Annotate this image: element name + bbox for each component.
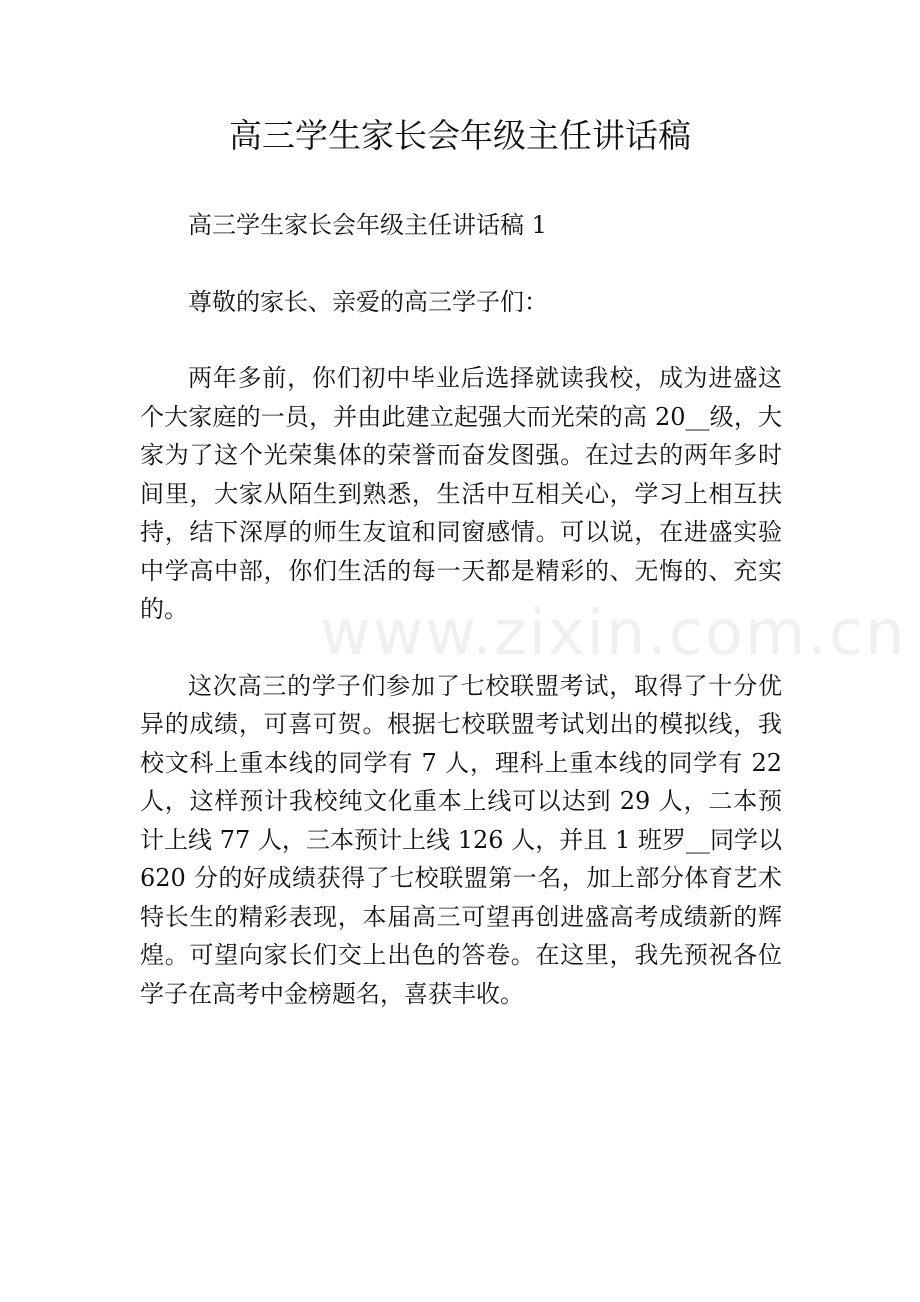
paragraph-2: 这次高三的学子们参加了七校联盟考试，取得了十分优异的成绩，可喜可贺。根据七校联盟考试划出的模拟线，我校文科上重本线的同学有 7 人，理科上重本线的同学有 22 人，这样预计我校纯文化重本上线可以达到 29 人，二本预计上线 77 人，三本预计上线 126 人，并且 1 班罗__同学以 620 分的好成绩获得了七校联盟第一名，加上部分体育艺术特长生的精彩表现，本届高三可望再创进盛高考成绩新的辉煌。可望向家长们交上出色的答卷。在这里，我先预祝各位学子在高考中金榜题名，喜获丰收。 xyxy=(140,671,782,1008)
document-body xyxy=(140,206,782,1013)
salutation: 尊敬的家长、亲爱的高三学子们： xyxy=(188,287,548,316)
section-heading: 高三学生家长会年级主任讲话稿 1 xyxy=(188,211,547,239)
document-title: 高三学生家长会年级主任讲话稿 xyxy=(229,116,691,155)
paragraph-1: 两年多前，你们初中毕业后选择就读我校，成为进盛这个大家庭的一员，并由此建立起强大而光荣的高 20__级，大家为了这个光荣集体的荣誉而奋发图强。在过去的两年多时间里，大家从陌生到熟悉，生活中互相关心，学习上相互扶持，结下深厚的师生友谊和同窗感情。可以说，在进盛实验中学高中部，你们生活的每一天都是精彩的、无悔的、充实的。 xyxy=(140,364,782,623)
watermark: www.zixin.com.cn xyxy=(320,596,907,669)
